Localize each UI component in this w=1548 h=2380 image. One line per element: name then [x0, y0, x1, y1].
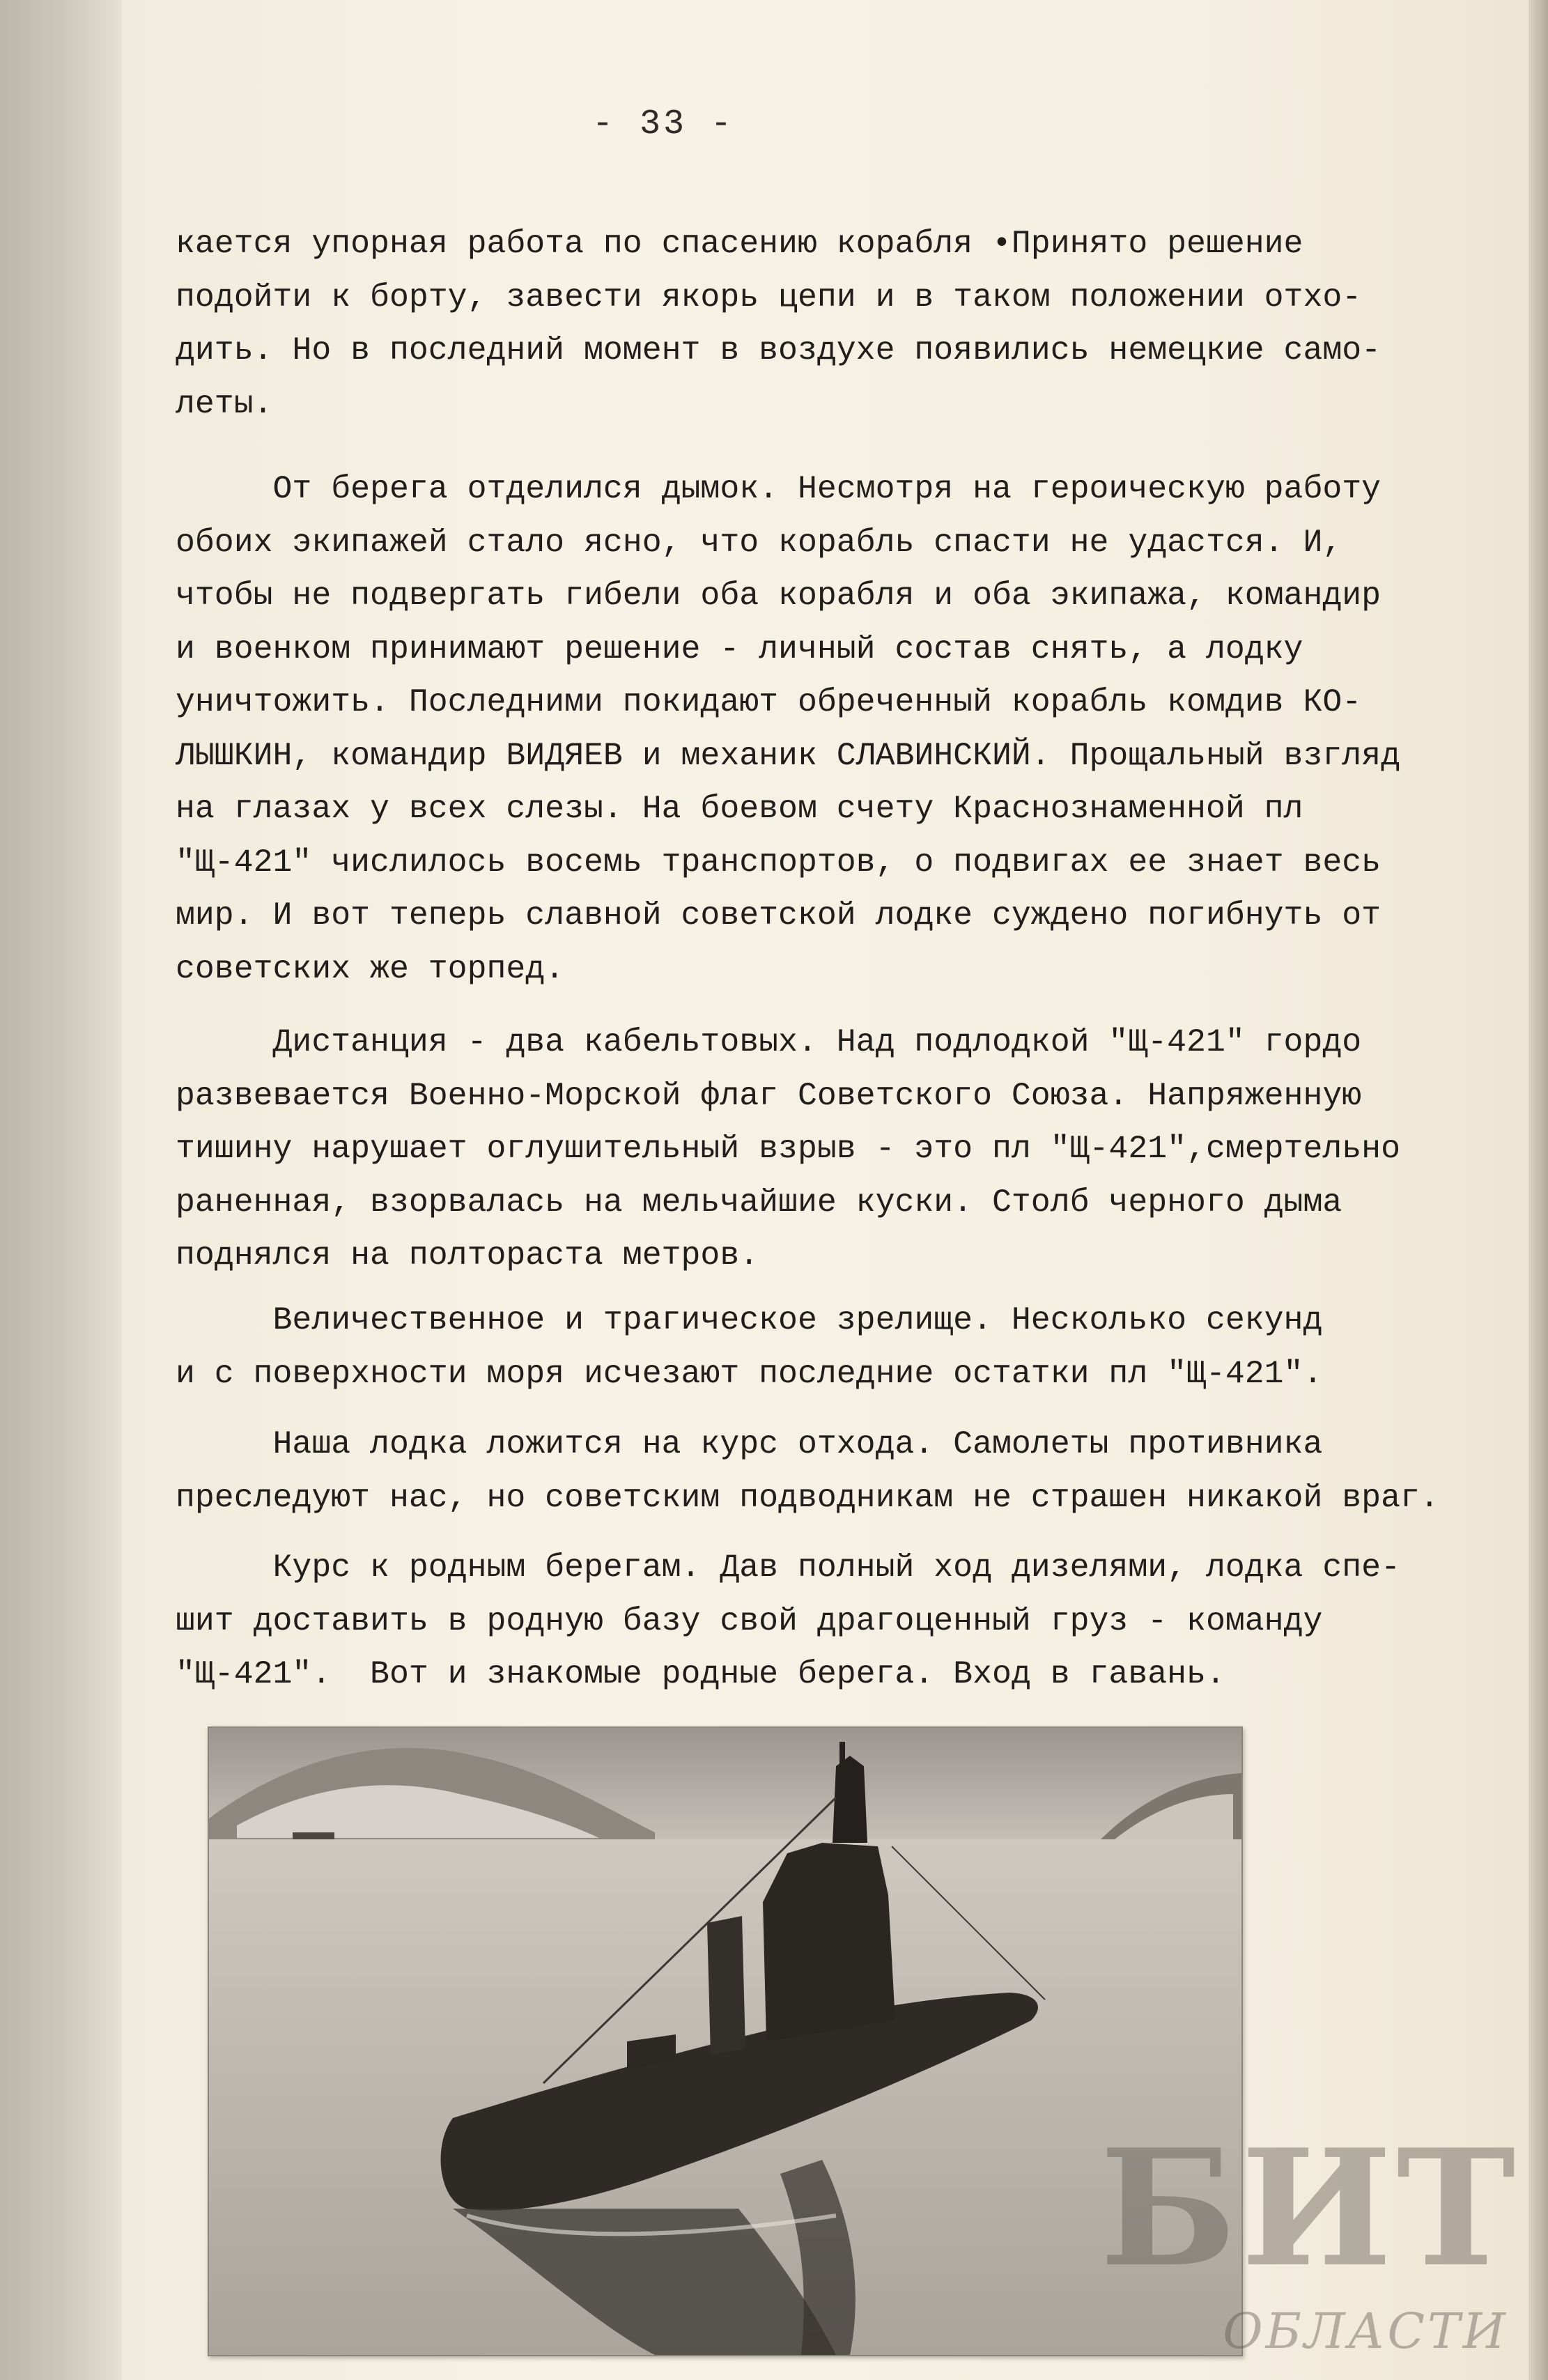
page-edge-shadow [1528, 0, 1548, 2380]
archive-watermark [1087, 2115, 1533, 2376]
text-line: Дистанция - два кабельтовых. Над подлодкой "Щ-421" гордо [176, 1023, 1362, 1060]
text-line: "Щ-421". Вот и знакомые родные берега. Вход в гавань. [176, 1655, 1225, 1692]
text-line: чтобы не подвергать гибели оба корабля и оба экипажа, командир [176, 577, 1381, 614]
paragraph-2 [176, 463, 1513, 996]
page-number: - 33 - [592, 105, 735, 144]
text-line: ЛЫШКИН, командир ВИДЯЕВ и механик СЛАВИНСКИЙ. Прощальный взгляд [176, 736, 1400, 774]
text-line: советских же торпед. [176, 950, 565, 987]
text-line: подойти к борту, завести якорь цепи и в таком положении отхо- [176, 278, 1362, 316]
watermark-logo: БИТ [1099, 2115, 1520, 2303]
text-line: От берега отделился дымок. Несмотря на героическую работу [176, 470, 1381, 507]
text-line: обоих экипажей стало ясно, что корабль спасти не удастся. И, [176, 523, 1342, 561]
text-line: "Щ-421" числилось восемь транспортов, о подвигах ее знает весь [176, 843, 1381, 881]
text-line: и с поверхности моря исчезают последние остатки пл "Щ-421". [176, 1354, 1323, 1392]
text-line: Курс к родным берегам. Дав полный ход дизелями, лодка спе- [176, 1549, 1400, 1586]
text-line: леты. [176, 385, 273, 422]
text-line: шит доставить в родную базу свой драгоценный груз - команду [176, 1602, 1323, 1639]
text-line: развевается Военно-Морской флаг Советского Союза. Напряженную [176, 1076, 1362, 1114]
watermark-caption: ОБЛАСТИ [1223, 2303, 1508, 2360]
paragraph-3 [176, 1016, 1513, 1283]
binding-edge [0, 0, 122, 2380]
text-line: кается упорная работа по спасению корабля •Принято решение [176, 225, 1303, 262]
text-line: дить. Но в последний момент в воздухе появились немецкие само- [176, 332, 1381, 369]
text-line: на глазах у всех слезы. На боевом счету Краснознаменной пл [176, 790, 1303, 827]
text-line: уничтожить. Последними покидают обреченный корабль комдив КО- [176, 683, 1362, 720]
text-line: раненная, взорвалась на мельчайшие куски. Столб черного дыма [176, 1183, 1342, 1221]
paragraph-1 [176, 217, 1513, 431]
paragraph-5 [176, 1418, 1513, 1524]
text-line: и военком принимают решение - личный состав снять, а лодку [176, 630, 1303, 667]
text-line: преследуют нас, но советским подводникам не страшен никакой враг. [176, 1478, 1439, 1516]
text-line: поднялся на полтораста метров. [176, 1237, 759, 1274]
paragraph-4 [176, 1294, 1513, 1400]
text-line: мир. И вот теперь славной советской лодке суждено погибнуть от [176, 897, 1381, 934]
text-line: тишину нарушает оглушительный взрыв - это пл "Щ-421",смертельно [176, 1130, 1400, 1167]
text-line: Величественное и трагическое зрелище. Несколько секунд [176, 1301, 1323, 1338]
text-line: Наша лодка ложится на курс отхода. Самолеты противника [176, 1425, 1323, 1462]
paragraph-6 [176, 1541, 1513, 1701]
